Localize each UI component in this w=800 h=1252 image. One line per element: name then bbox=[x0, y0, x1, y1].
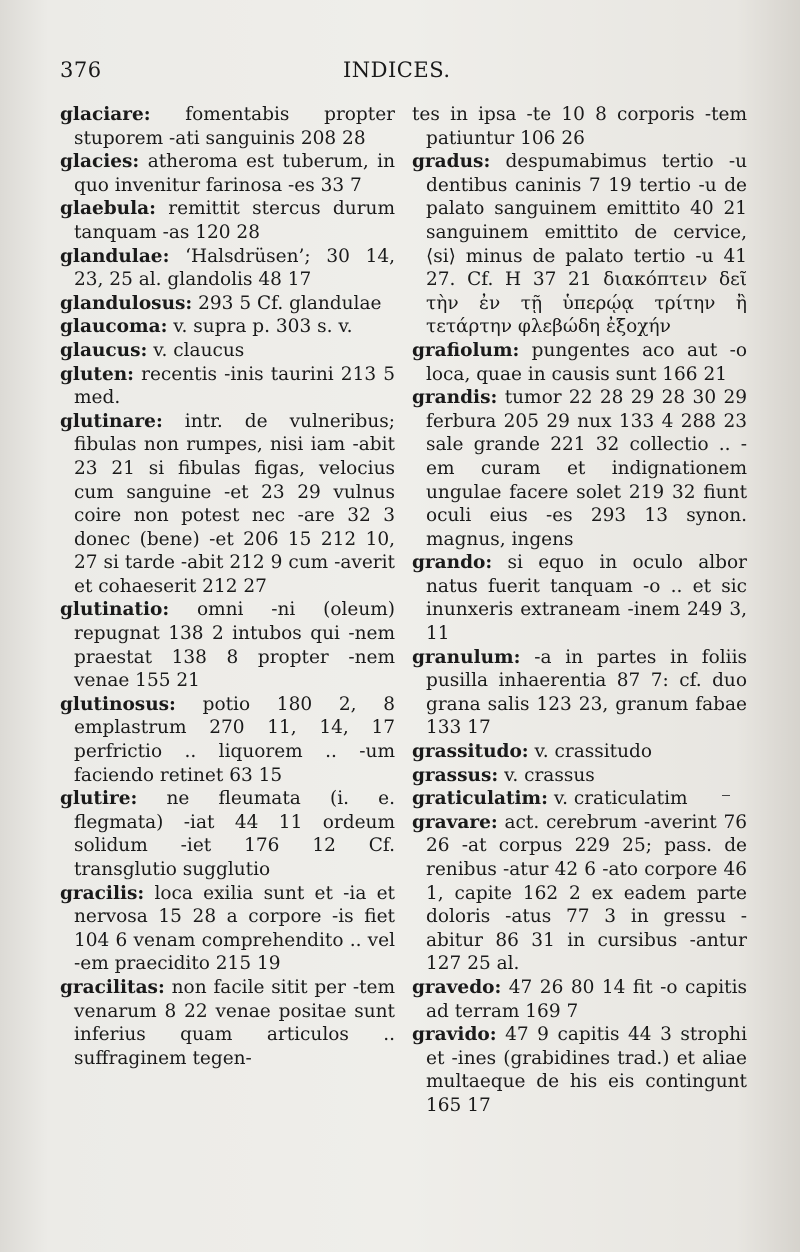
right-column bbox=[412, 103, 747, 1118]
index-entry: glandulae: ‘Halsdrüsen’; 30 14, 23, 25 al. glandolis 48 17 bbox=[60, 245, 395, 291]
index-entry: grafiolum: pungentes aco aut -o loca, quae in causis sunt 166 21 bbox=[412, 339, 747, 385]
page-number: 376 bbox=[60, 58, 102, 82]
index-entry: gracilitas: non facile sitit per -tem venarum 8 22 venae positae sunt inferius quam articulos .. suffraginem tegen- bbox=[60, 976, 395, 1069]
index-entry: grassitudo: v. crassitudo bbox=[412, 741, 653, 763]
index-entry: graticulatim: v. craticulatim bbox=[412, 788, 688, 810]
page-header bbox=[60, 58, 760, 92]
index-entry: glutinatio: omni -ni (oleum) repugnat 138 2 intubos qui -nem praestat 138 8 propter -nem venae 155 21 bbox=[60, 599, 395, 692]
index-entry: glacies: atheroma est tuberum, in quo invenitur farinosa -es 33 7 bbox=[60, 151, 395, 196]
index-entry: glutinare: intr. de vulneribus; fibulas non rumpes, nisi iam -abit 23 21 si fibulas figas, velocius cum sanguine -et 23 29 vulnus coire non potest nec -are 32 3 donec (bene) -et 206 15 212 10, 27 si tarde -abit 212 9 cum -averit et cohaeserit 212 27 bbox=[60, 410, 395, 597]
index-entry: gravido: 47 9 capitis 44 3 strophi et -ines (grabidines trad.) et aliae multaeque de his eis contingunt 165 17 bbox=[412, 1024, 747, 1116]
left-column bbox=[60, 103, 395, 1070]
index-entry: glaciare: fomentabis propter stuporem -ati sanguinis 208 28 bbox=[60, 104, 395, 149]
margin-mark bbox=[722, 795, 730, 796]
index-entry: gravedo: 47 26 80 14 fit -o capitis ad terram 169 7 bbox=[412, 976, 747, 1022]
index-entry: gravare: act. cerebrum -averint 76 26 -at corpus 229 25; pass. de renibus -atur 42 6 -ato corpore 46 1, capite 162 2 ex eadem parte doloris -atus 77 3 in gressu -abitur 86 31 in cursibus -antur 127 25 al. bbox=[412, 811, 747, 975]
index-entry: glandulosus: 293 5 Cf. glandulae bbox=[60, 292, 382, 314]
index-entry: grassus: v. crassus bbox=[412, 764, 595, 786]
index-entry: glaucoma: v. supra p. 303 s. v. bbox=[60, 316, 353, 338]
index-entry: gradus: despumabimus tertio -u dentibus caninis 7 19 tertio -u de palato sanguinem emittito 40 21 sanguinem emittito de cervice, ⟨si⟩ minus de palato tertio -u 41 27. Cf. H 37 21 διακόπτειν δεῖ τὴν ἐν τῇ ὑπερῴᾳ τρίτην ἢ τετάρτην φλεβώδη ἐξοχήν bbox=[412, 151, 747, 338]
index-entry-continued: tes in ipsa -te 10 8 corporis -tem patiuntur 106 26 bbox=[412, 104, 747, 149]
running-title: INDICES. bbox=[343, 58, 451, 82]
index-entry: grandis: tumor 22 28 29 28 30 29 ferbura 205 29 nux 133 4 288 23 sale grande 221 32 collectio .. -em curam et indignationem ungulae facere solet 219 32 fiunt oculi eius -es 293 13 synon. magnus, ingens bbox=[412, 387, 747, 550]
index-entry: glaebula: remittit stercus durum tanquam -as 120 28 bbox=[60, 198, 395, 243]
index-entry: gracilis: loca exilia sunt et -ia et nervosa 15 28 a corpore -is fiet 104 6 venam comprehendito .. vel -em praecidito 215 19 bbox=[60, 882, 395, 975]
index-entry: granulum: -a in partes in foliis pusilla inhaerentia 87 7: cf. duo grana salis 123 23, granum fabae 133 17 bbox=[412, 646, 747, 739]
index-entry: gluten: recentis -inis taurini 213 5 med. bbox=[60, 363, 395, 409]
index-entry: glaucus: v. claucus bbox=[60, 339, 245, 361]
index-entry: glutinosus: potio 180 2, 8 emplastrum 270 11, 14, 17 perfrictio .. liquorem .. -um faciendo retinet 63 15 bbox=[60, 693, 395, 786]
index-entry: grando: si equo in oculo albor natus fuerit tanquam -o .. et sic inunxeris extraneam -inem 249 3, 11 bbox=[412, 552, 747, 645]
index-entry: glutire: ne fleumata (i. e. flegmata) -iat 44 11 ordeum solidum -iet 176 12 Cf. transglutio sugglutio bbox=[60, 788, 395, 880]
